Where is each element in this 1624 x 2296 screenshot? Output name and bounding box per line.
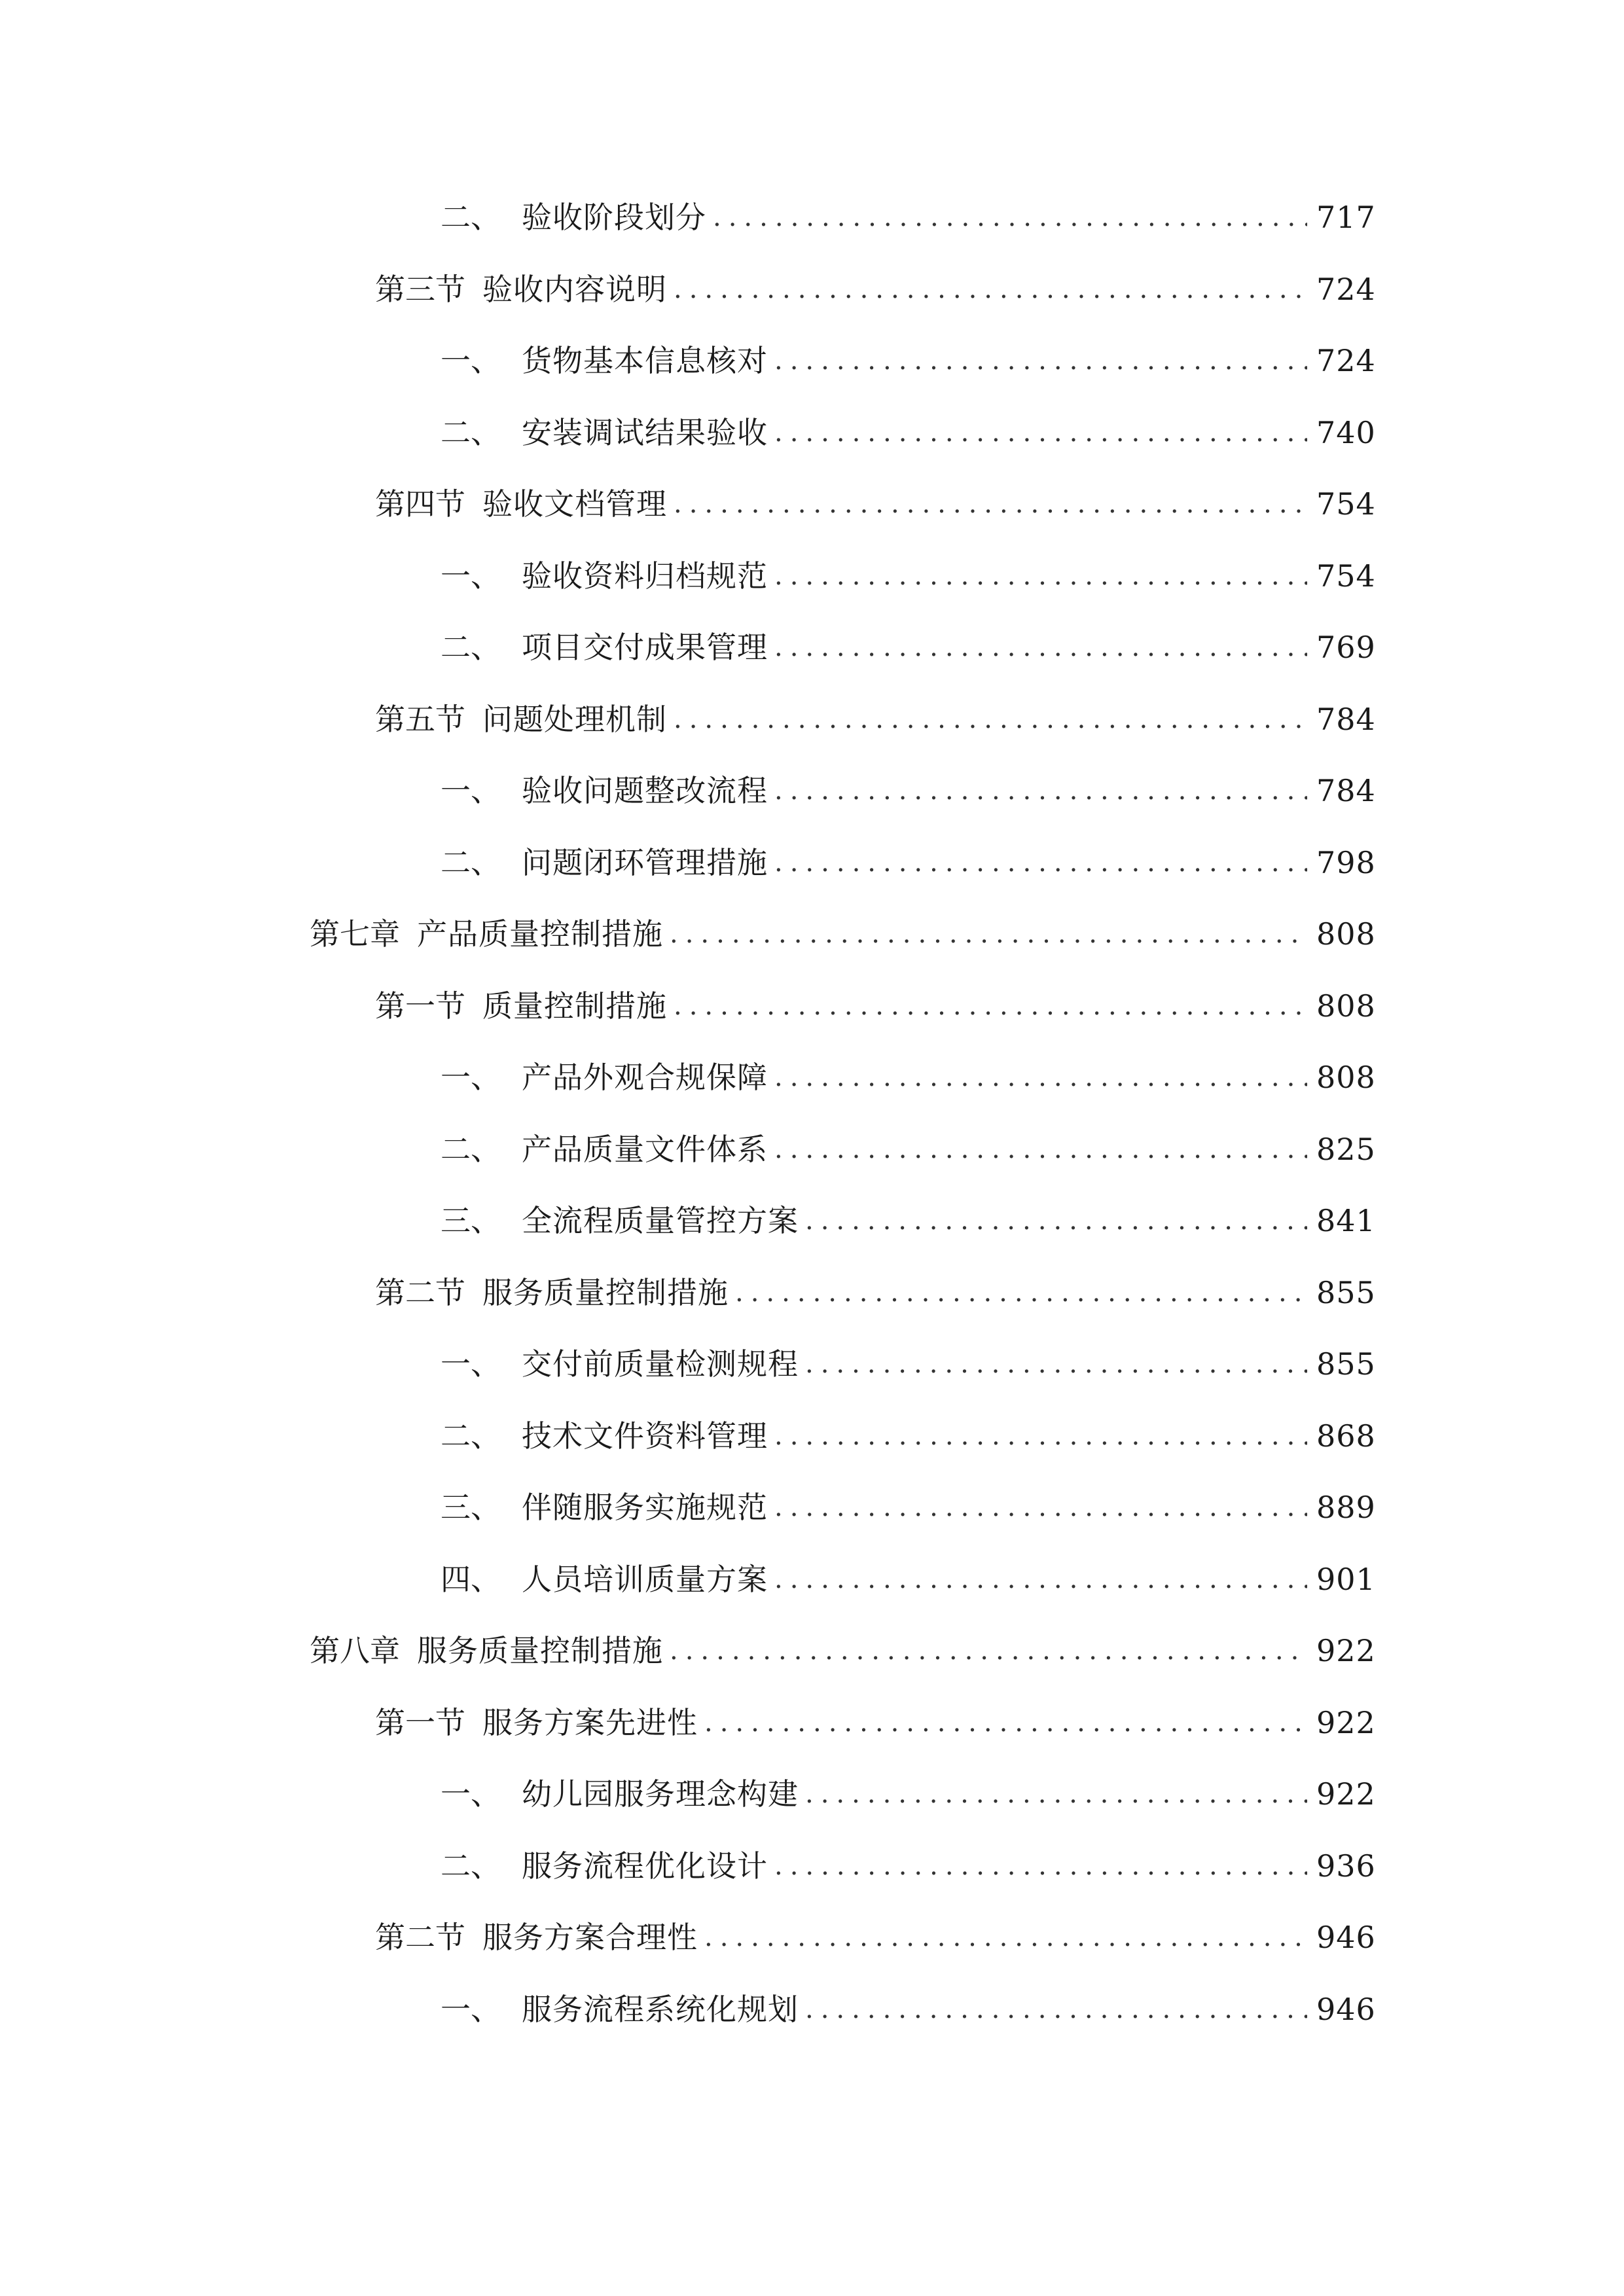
toc-entry[interactable] — [441, 1338, 1376, 1390]
toc-dot-leader — [774, 334, 1307, 387]
toc-entry-number: 二、 — [441, 415, 501, 450]
toc-entry[interactable] — [310, 1624, 1376, 1677]
toc-entry-title: 质量控制措施 — [482, 988, 667, 1024]
toc-entry-number: 一、 — [441, 558, 501, 594]
toc-entry-title: 服务方案先进性 — [482, 1705, 698, 1740]
toc-entry[interactable] — [441, 550, 1376, 602]
toc-entry[interactable] — [375, 478, 1376, 530]
toc-entry-title: 项目交付成果管理 — [522, 630, 768, 665]
toc-dot-leader — [674, 693, 1307, 745]
toc-entry-page: 901 — [1316, 1562, 1376, 1597]
toc-entry[interactable] — [441, 1123, 1376, 1175]
toc-entry-title: 全流程质量管控方案 — [522, 1203, 799, 1238]
toc-entry-page: 936 — [1316, 1848, 1376, 1884]
toc-entry-page: 825 — [1316, 1132, 1376, 1167]
toc-dot-leader — [713, 191, 1307, 243]
toc-dot-leader — [774, 621, 1307, 673]
toc-entry-page: 754 — [1316, 486, 1376, 522]
toc-entry-page: 798 — [1316, 845, 1376, 880]
toc-entry-page: 808 — [1316, 1060, 1376, 1095]
toc-entry[interactable] — [375, 1266, 1376, 1319]
toc-entry[interactable] — [441, 334, 1376, 387]
toc-entry-number: 一、 — [441, 1060, 501, 1095]
toc-entry[interactable] — [441, 406, 1376, 459]
toc-entry-title: 产品质量文件体系 — [522, 1132, 768, 1167]
toc-entry-page: 946 — [1316, 1920, 1376, 1955]
toc-entry-page: 922 — [1316, 1776, 1376, 1812]
toc-dot-leader — [774, 550, 1307, 602]
toc-dot-leader — [735, 1266, 1307, 1319]
toc-entry-number: 第五节 — [375, 702, 465, 737]
toc-entry-number: 二、 — [441, 1418, 501, 1454]
toc-entry-number: 二、 — [441, 630, 501, 665]
toc-entry-number: 一、 — [441, 1776, 501, 1812]
toc-entry-page: 855 — [1316, 1346, 1376, 1382]
toc-entry-title: 服务流程优化设计 — [522, 1848, 768, 1884]
toc-entry[interactable] — [310, 908, 1376, 960]
toc-entry-number: 三、 — [441, 1203, 501, 1238]
toc-entry-page: 808 — [1316, 916, 1376, 952]
toc-entry-title: 技术文件资料管理 — [522, 1418, 768, 1454]
toc-dot-leader — [674, 478, 1307, 530]
toc-dot-leader — [774, 406, 1307, 459]
toc-entry[interactable] — [441, 1983, 1376, 2036]
toc-entry-title: 产品质量控制措施 — [417, 916, 663, 952]
toc-entry-title: 服务质量控制措施 — [417, 1633, 663, 1668]
toc-entry-page: 724 — [1316, 272, 1376, 307]
toc-entry-page: 740 — [1316, 415, 1376, 450]
toc-dot-leader — [774, 1481, 1307, 1534]
toc-entry-title: 幼儿园服务理念构建 — [522, 1776, 799, 1812]
toc-entry-title: 服务质量控制措施 — [482, 1275, 729, 1310]
toc-entry-number: 第一节 — [375, 1705, 465, 1740]
toc-entry-page: 769 — [1316, 630, 1376, 665]
toc-entry[interactable] — [441, 1481, 1376, 1534]
toc-dot-leader — [805, 1983, 1307, 2036]
toc-entry-title: 产品外观合规保障 — [522, 1060, 768, 1095]
toc-entry-number: 二、 — [441, 1848, 501, 1884]
toc-entry-number: 第二节 — [375, 1275, 465, 1310]
toc-entry-number: 四、 — [441, 1562, 501, 1597]
toc-entry[interactable] — [441, 191, 1376, 243]
toc-entry[interactable] — [441, 1194, 1376, 1247]
toc-entry-number: 第二节 — [375, 1920, 465, 1955]
toc-entry-page: 841 — [1316, 1203, 1376, 1238]
toc-entry-number: 第四节 — [375, 486, 465, 522]
toc-dot-leader — [774, 1051, 1307, 1103]
toc-entry-page: 784 — [1316, 702, 1376, 737]
toc-entry-page: 946 — [1316, 1992, 1376, 2027]
toc-entry[interactable] — [441, 1410, 1376, 1462]
toc-entry[interactable] — [441, 836, 1376, 889]
toc-entry-page: 717 — [1316, 200, 1376, 235]
toc-entry-page: 724 — [1316, 343, 1376, 378]
toc-entry-number: 一、 — [441, 343, 501, 378]
toc-entry-page: 868 — [1316, 1418, 1376, 1454]
toc-entry-number: 第七章 — [310, 916, 400, 952]
toc-entry[interactable] — [441, 764, 1376, 817]
toc-dot-leader — [704, 1696, 1307, 1749]
toc-dot-leader — [805, 1194, 1307, 1247]
toc-entry-page: 808 — [1316, 988, 1376, 1024]
toc-entry[interactable] — [441, 1840, 1376, 1892]
toc-dot-leader — [774, 1840, 1307, 1892]
toc-entry-page: 855 — [1316, 1275, 1376, 1310]
toc-dot-leader — [774, 1410, 1307, 1462]
toc-dot-leader — [805, 1768, 1307, 1820]
toc-entry[interactable] — [441, 1553, 1376, 1605]
toc-entry-number: 第八章 — [310, 1633, 400, 1668]
toc-entry[interactable] — [375, 980, 1376, 1032]
toc-entry-title: 服务流程系统化规划 — [522, 1992, 799, 2027]
toc-dot-leader — [670, 908, 1307, 960]
toc-entry[interactable] — [375, 1911, 1376, 1964]
toc-dot-leader — [774, 836, 1307, 889]
toc-dot-leader — [670, 1624, 1307, 1677]
toc-dot-leader — [674, 263, 1307, 315]
toc-dot-leader — [774, 764, 1307, 817]
toc-entry-page: 889 — [1316, 1490, 1376, 1525]
toc-entry-page: 922 — [1316, 1705, 1376, 1740]
toc-entry-title: 问题闭环管理措施 — [522, 845, 768, 880]
toc-entry-number: 二、 — [441, 1132, 501, 1167]
toc-entry[interactable] — [441, 1051, 1376, 1103]
toc-entry-title: 货物基本信息核对 — [522, 343, 768, 378]
toc-entry[interactable] — [441, 1768, 1376, 1820]
toc-dot-leader — [774, 1123, 1307, 1175]
toc-entry[interactable] — [441, 621, 1376, 673]
toc-entry-title: 交付前质量检测规程 — [522, 1346, 799, 1382]
toc-entry[interactable] — [375, 693, 1376, 745]
toc-entry-number: 二、 — [441, 845, 501, 880]
toc-entry-number: 三、 — [441, 1490, 501, 1525]
toc-dot-leader — [674, 980, 1307, 1032]
toc-entry-title: 验收阶段划分 — [522, 200, 706, 235]
toc-entry-page: 754 — [1316, 558, 1376, 594]
toc-entry-title: 伴随服务实施规范 — [522, 1490, 768, 1525]
toc-entry-number: 第一节 — [375, 988, 465, 1024]
toc-dot-leader — [805, 1338, 1307, 1390]
toc-entry-page: 784 — [1316, 773, 1376, 808]
toc-entry-title: 安装调试结果验收 — [522, 415, 768, 450]
toc-entry-number: 一、 — [441, 1992, 501, 2027]
toc-entry-title: 验收资料归档规范 — [522, 558, 768, 594]
toc-entry-page: 922 — [1316, 1633, 1376, 1668]
toc-entry-title: 服务方案合理性 — [482, 1920, 698, 1955]
toc-entry-number: 二、 — [441, 200, 501, 235]
toc-entry-title: 验收文档管理 — [482, 486, 667, 522]
toc-entry[interactable] — [375, 263, 1376, 315]
toc-entry-number: 一、 — [441, 773, 501, 808]
toc-dot-leader — [774, 1553, 1307, 1605]
toc-entry-title: 验收问题整改流程 — [522, 773, 768, 808]
toc-entry-title: 问题处理机制 — [482, 702, 667, 737]
toc-entry-title: 人员培训质量方案 — [522, 1562, 768, 1597]
toc-entry-title: 验收内容说明 — [482, 272, 667, 307]
toc-entry-number: 一、 — [441, 1346, 501, 1382]
toc-dot-leader — [704, 1911, 1307, 1964]
toc-entry-number: 第三节 — [375, 272, 465, 307]
toc-entry[interactable] — [375, 1696, 1376, 1749]
